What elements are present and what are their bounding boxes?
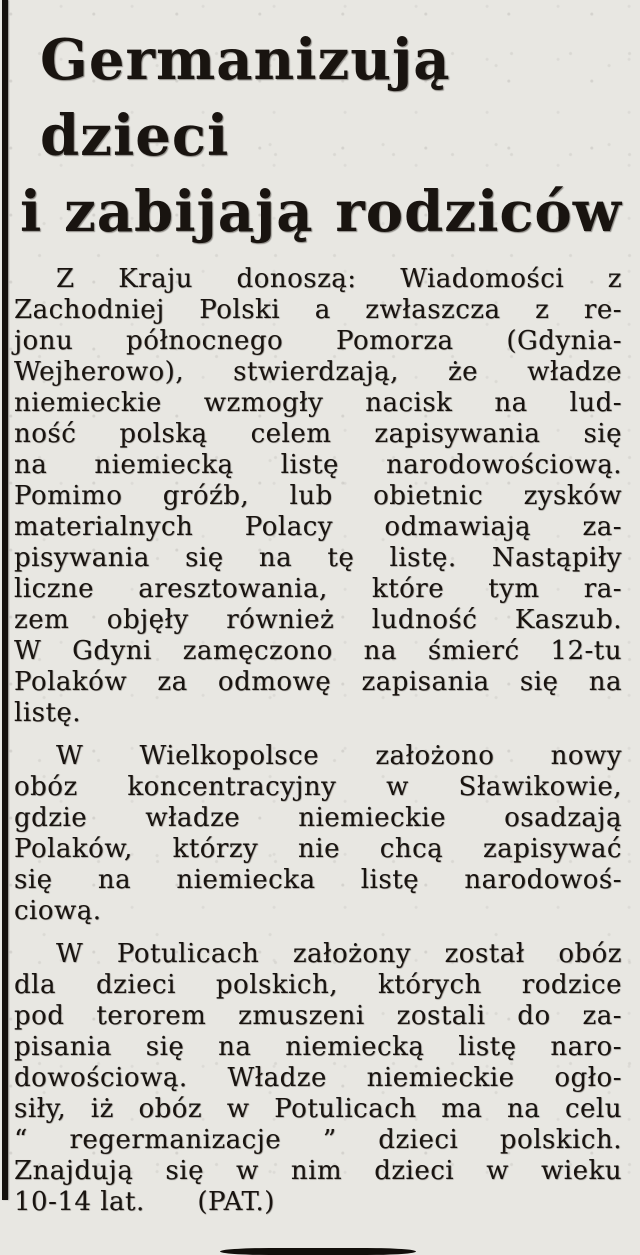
text-line: niemieckie wzmogły nacisk na lud- <box>14 388 622 418</box>
newspaper-clipping <box>14 0 622 1255</box>
text-line: dla dzieci polskich, których rodzice <box>14 970 622 1000</box>
paragraph-3 <box>14 939 622 1218</box>
text-line: materialnych Polacy odmawiają za- <box>14 512 622 542</box>
text-line: pisywania się na tę listę. Nastąpiły <box>14 543 622 573</box>
text-line: się na niemiecka listę narodowoś- <box>14 865 622 895</box>
text-line: dowościową. Władze niemieckie ogło- <box>14 1063 622 1093</box>
end-divider <box>220 1248 416 1255</box>
column-rule <box>2 0 8 1200</box>
text-line: ciową. <box>14 896 102 926</box>
text-line: obóz koncentracyjny w Sławikowie, <box>14 772 622 802</box>
text-line: 10-14 lat. (PAT.) <box>14 1187 275 1217</box>
paragraph-2 <box>14 741 622 927</box>
headline-line-1: Germanizują dzieci <box>40 27 451 169</box>
paragraph-1 <box>14 264 622 729</box>
text-line: pisania się na niemiecką listę naro- <box>14 1032 622 1062</box>
text-line: “ regermanizacje ” dzieci polskich. <box>14 1125 622 1155</box>
text-line: ność polską celem zapisywania się <box>14 419 622 449</box>
text-line: pod terorem zmuszeni zostali do za- <box>14 1001 622 1031</box>
text-line: listę. <box>14 698 82 728</box>
text-line: Z Kraju donoszą: Wiadomości z <box>56 264 622 294</box>
text-line: W Gdyni zamęczono na śmierć 12-tu <box>14 636 622 666</box>
text-line: zem objęły również ludność Kaszub. <box>14 605 622 635</box>
text-line: Polaków, którzy nie chcą zapisywać <box>14 834 622 864</box>
text-line: W Potulicach założony został obóz <box>56 939 622 969</box>
headline-line-2: i zabijają rodziców <box>20 179 622 245</box>
text-line: na niemiecką listę narodowościową. <box>14 450 622 480</box>
text-line: Wejherowo), stwierdzają, że władze <box>14 357 622 387</box>
text-line: Znajdują się w nim dzieci w wieku <box>14 1156 622 1186</box>
text-line: Polaków za odmowę zapisania się na <box>14 667 622 697</box>
text-line: jonu północnego Pomorza (Gdynia- <box>14 326 622 356</box>
text-line: gdzie władze niemieckie osadzają <box>14 803 622 833</box>
text-line: liczne aresztowania, które tym ra- <box>14 574 622 604</box>
text-line: W Wielkopolsce założono nowy <box>56 741 622 771</box>
article-headline <box>14 22 622 250</box>
text-line: Pomimo gróźb, lub obietnic zysków <box>14 481 622 511</box>
text-line: siły, iż obóz w Potulicach ma na celu <box>14 1094 622 1124</box>
text-line: Zachodniej Polski a zwłaszcza z re- <box>14 295 622 325</box>
